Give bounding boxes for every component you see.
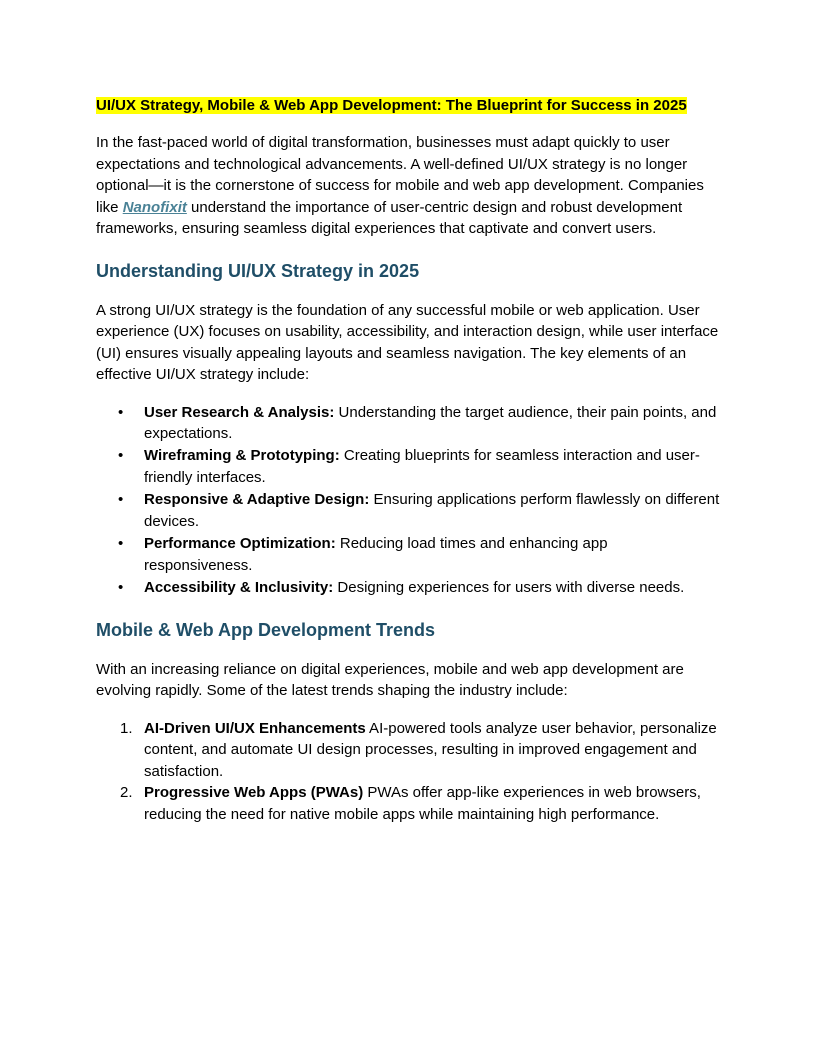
intro-paragraph	[96, 132, 720, 240]
list-item	[96, 402, 720, 446]
list-item-text: Designing experiences for users with diverse needs.	[333, 578, 685, 596]
list-item-text: Ensuring applications perform flawlessly on different devices.	[144, 491, 720, 531]
document-page	[96, 95, 720, 825]
list-item-term: Accessibility & Inclusivity:	[144, 578, 334, 596]
list-item	[96, 445, 720, 489]
bullet-icon: •	[118, 578, 124, 596]
intro-text-end: understand the importance of user-centric design and robust development frameworks, ensuring seamless digital experiences that captivate and convert users.	[96, 198, 683, 237]
list-item-text: Reducing load times and enhancing app responsiveness.	[144, 534, 608, 574]
list-item	[96, 577, 720, 599]
bullet-icon: •	[118, 403, 124, 421]
section-heading-uiux-strategy: Understanding UI/UX Strategy in 2025	[96, 260, 420, 281]
uiux-strategy-paragraph: A strong UI/UX strategy is the foundation of any successful mobile or web application. User experience (UX) focuses on usability, accessibility, and interaction design, while user interface (UI) ensures visually appealing layouts and seamless navigation. The key elements of an effective UI/UX strategy include:	[96, 301, 719, 383]
bullet-icon: •	[118, 534, 124, 552]
list-item	[96, 489, 720, 533]
uiux-elements-list	[96, 402, 720, 599]
list-item-term: Performance Optimization:	[144, 534, 336, 552]
list-item	[96, 718, 720, 783]
section-heading-dev-trends: Mobile & Web App Development Trends	[96, 619, 436, 640]
list-item-term: Progressive Web Apps (PWAs)	[144, 784, 364, 802]
list-number: 2.	[120, 784, 133, 802]
intro-text-start: In the fast-paced world of digital transformation, businesses must adapt quickly to user expectations and technological advancements. A well-defined UI/UX strategy is no longer optional—it is the cornerstone of success for mobile and web app development. Companies like	[96, 134, 704, 216]
list-item	[96, 782, 720, 825]
dev-trends-list	[96, 718, 720, 826]
nanofixit-link[interactable]: Nanofixit	[122, 198, 187, 216]
list-item	[96, 533, 720, 577]
list-item-text: Understanding the target audience, their pain points, and expectations.	[144, 403, 717, 443]
dev-trends-paragraph: With an increasing reliance on digital experiences, mobile and web app development are evolving rapidly. Some of the latest trends shaping the industry include:	[96, 660, 684, 700]
list-item-text: Creating blueprints for seamless interaction and user-friendly interfaces.	[144, 447, 700, 487]
list-item-text: AI-powered tools analyze user behavior, personalize content, and automate UI design processes, resulting in improved engagement and satisfaction.	[144, 719, 717, 780]
list-number: 1.	[120, 719, 133, 737]
list-item-term: AI-Driven UI/UX Enhancements	[144, 719, 366, 737]
title-highlight: UI/UX Strategy, Mobile & Web App Development: The Blueprint for Success in 2025	[96, 97, 687, 114]
bullet-icon: •	[118, 447, 124, 465]
list-item-text: PWAs offer app-like experiences in web browsers, reducing the need for native mobile apps while maintaining high performance.	[144, 784, 701, 823]
document-title	[96, 95, 720, 117]
list-item-term: Responsive & Adaptive Design:	[144, 491, 370, 509]
list-item-term: User Research & Analysis:	[144, 403, 335, 421]
bullet-icon: •	[118, 491, 124, 509]
list-item-term: Wireframing & Prototyping:	[144, 447, 340, 465]
